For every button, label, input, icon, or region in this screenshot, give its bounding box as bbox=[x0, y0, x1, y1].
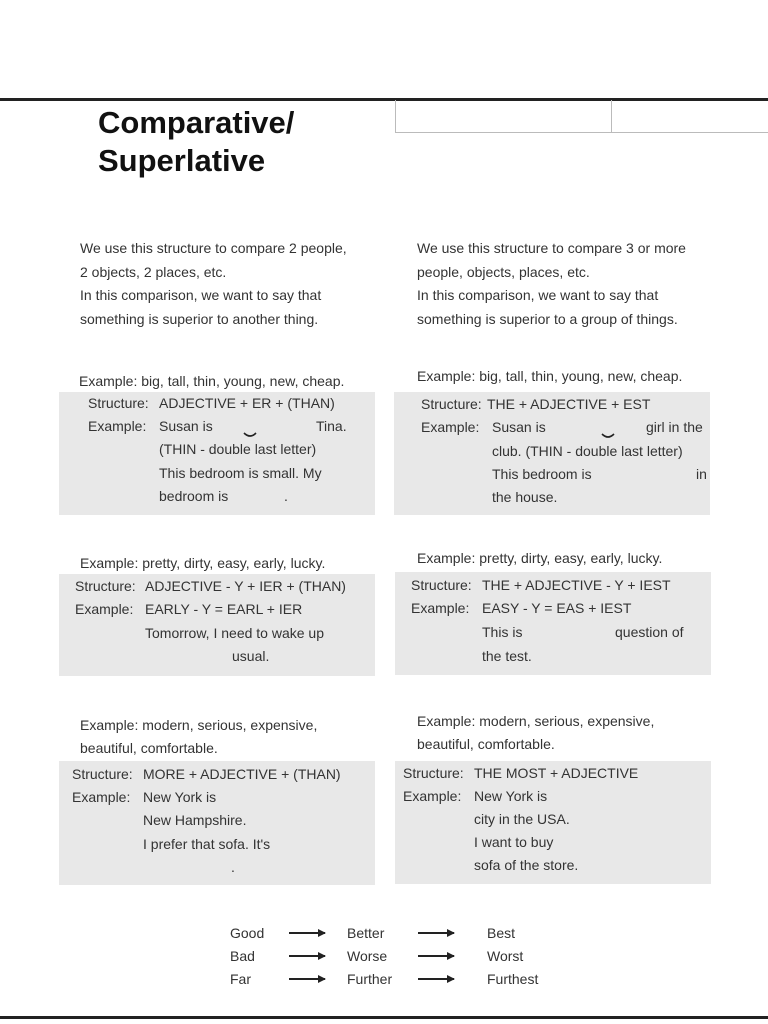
example-words: beautiful, comfortable. bbox=[417, 736, 555, 752]
example-line: usual. bbox=[232, 648, 270, 664]
intro-line: 2 objects, 2 places, etc. bbox=[80, 263, 227, 280]
irregular-superlative: Furthest bbox=[487, 971, 539, 987]
intro-line: We use this structure to compare 3 or more bbox=[417, 240, 686, 256]
irregular-base: Far bbox=[230, 971, 251, 987]
arrow-right-icon bbox=[418, 955, 454, 957]
irregular-superlative: Worst bbox=[487, 948, 524, 964]
example-line: I want to buy bbox=[474, 834, 554, 850]
example-words: Example: pretty, dirty, easy, early, lucky. bbox=[417, 550, 663, 566]
irregular-base: Bad bbox=[230, 948, 255, 964]
example-line: . bbox=[284, 488, 288, 504]
example-line: Susan is bbox=[492, 419, 546, 435]
header-table-divider bbox=[611, 100, 612, 133]
example-label: Example: bbox=[75, 601, 134, 617]
example-words: Example: big, tall, thin, young, new, cheap. bbox=[79, 373, 345, 389]
arrow-right-icon bbox=[418, 978, 454, 980]
example-line: This is bbox=[482, 624, 523, 640]
intro-line: something is superior to a group of things. bbox=[417, 310, 678, 327]
irregular-comparative: Further bbox=[347, 971, 393, 987]
example-line: Tomorrow, I need to wake up bbox=[145, 625, 324, 641]
intro-line: people, objects, places, etc. bbox=[417, 263, 590, 280]
example-line: girl in the bbox=[646, 419, 703, 435]
example-line: New York is bbox=[143, 789, 217, 805]
example-line: This bedroom is bbox=[492, 466, 592, 482]
example-line: New York is bbox=[474, 788, 548, 804]
example-words: Example: pretty, dirty, easy, early, lucky. bbox=[80, 555, 326, 571]
example-line: I prefer that sofa. It's bbox=[143, 836, 271, 852]
example-line: (THIN - double last letter) bbox=[159, 441, 317, 457]
example-words: Example: modern, serious, expensive, bbox=[417, 713, 655, 729]
title-line-1: Comparative/ bbox=[98, 105, 295, 140]
superlative-intro bbox=[417, 237, 686, 331]
irregular-superlative: Best bbox=[487, 925, 516, 941]
structure-label: Structure: bbox=[88, 395, 149, 411]
double-letter-mark-icon bbox=[243, 432, 257, 438]
intro-line: In this comparison, we want to say that bbox=[417, 287, 659, 303]
example-label: Example: bbox=[72, 789, 131, 805]
arrow-right-icon bbox=[418, 932, 454, 934]
example-line: EASY - Y = EAS + IEST bbox=[482, 600, 632, 616]
example-line: club. (THIN - double last letter) bbox=[492, 443, 683, 459]
example-line: sofa of the store. bbox=[474, 857, 579, 873]
example-label: Example: bbox=[403, 788, 462, 804]
arrow-right-icon bbox=[289, 955, 325, 957]
example-line: Tina. bbox=[316, 418, 347, 434]
example-words: Example: big, tall, thin, young, new, cheap. bbox=[417, 368, 683, 384]
example-line: bedroom is bbox=[159, 488, 229, 504]
example-line: the test. bbox=[482, 648, 532, 664]
example-line: EARLY - Y = EARL + IER bbox=[145, 601, 303, 617]
bottom-rule bbox=[0, 1016, 768, 1019]
example-line: in bbox=[696, 466, 707, 482]
example-words: Example: modern, serious, expensive, bbox=[80, 717, 318, 733]
intro-line: something is superior to another thing. bbox=[80, 310, 319, 327]
structure-label: Structure: bbox=[403, 765, 464, 781]
example-line: the house. bbox=[492, 489, 558, 505]
intro-line: We use this structure to compare 2 people, bbox=[80, 240, 347, 256]
example-words: beautiful, comfortable. bbox=[80, 740, 218, 756]
structure-text: THE MOST + ADJECTIVE bbox=[474, 765, 639, 781]
header-table-bottom-border bbox=[395, 132, 768, 133]
example-line: New Hampshire. bbox=[143, 812, 247, 828]
example-line: This bedroom is small. My bbox=[159, 465, 322, 481]
irregular-comparative: Better bbox=[347, 925, 385, 941]
structure-label: Structure: bbox=[75, 578, 136, 594]
structure-text: THE + ADJECTIVE + EST bbox=[487, 396, 651, 412]
example-line: . bbox=[231, 859, 235, 875]
irregular-comparative: Worse bbox=[347, 948, 388, 964]
arrow-right-icon bbox=[289, 932, 325, 934]
structure-label: Structure: bbox=[72, 766, 133, 782]
structure-label: Structure: bbox=[421, 396, 482, 412]
structure-text: ADJECTIVE + ER + (THAN) bbox=[159, 395, 335, 411]
structure-text: THE + ADJECTIVE - Y + IEST bbox=[482, 577, 671, 593]
header-table-left-border bbox=[395, 100, 396, 133]
page-title bbox=[98, 104, 294, 180]
example-line: question of bbox=[615, 624, 684, 640]
example-label: Example: bbox=[411, 600, 470, 616]
example-label: Example: bbox=[88, 418, 147, 434]
example-line: Susan is bbox=[159, 418, 213, 434]
comparative-intro bbox=[80, 237, 347, 331]
top-rule bbox=[0, 98, 768, 101]
example-label: Example: bbox=[421, 419, 480, 435]
structure-label: Structure: bbox=[411, 577, 472, 593]
title-line-2: Superlative bbox=[98, 143, 266, 178]
arrow-right-icon bbox=[289, 978, 325, 980]
structure-text: MORE + ADJECTIVE + (THAN) bbox=[143, 766, 341, 782]
intro-line: In this comparison, we want to say that bbox=[80, 287, 322, 303]
structure-text: ADJECTIVE - Y + IER + (THAN) bbox=[145, 578, 346, 594]
example-line: city in the USA. bbox=[474, 811, 570, 827]
double-letter-mark-icon bbox=[601, 433, 615, 439]
irregular-base: Good bbox=[230, 925, 265, 941]
